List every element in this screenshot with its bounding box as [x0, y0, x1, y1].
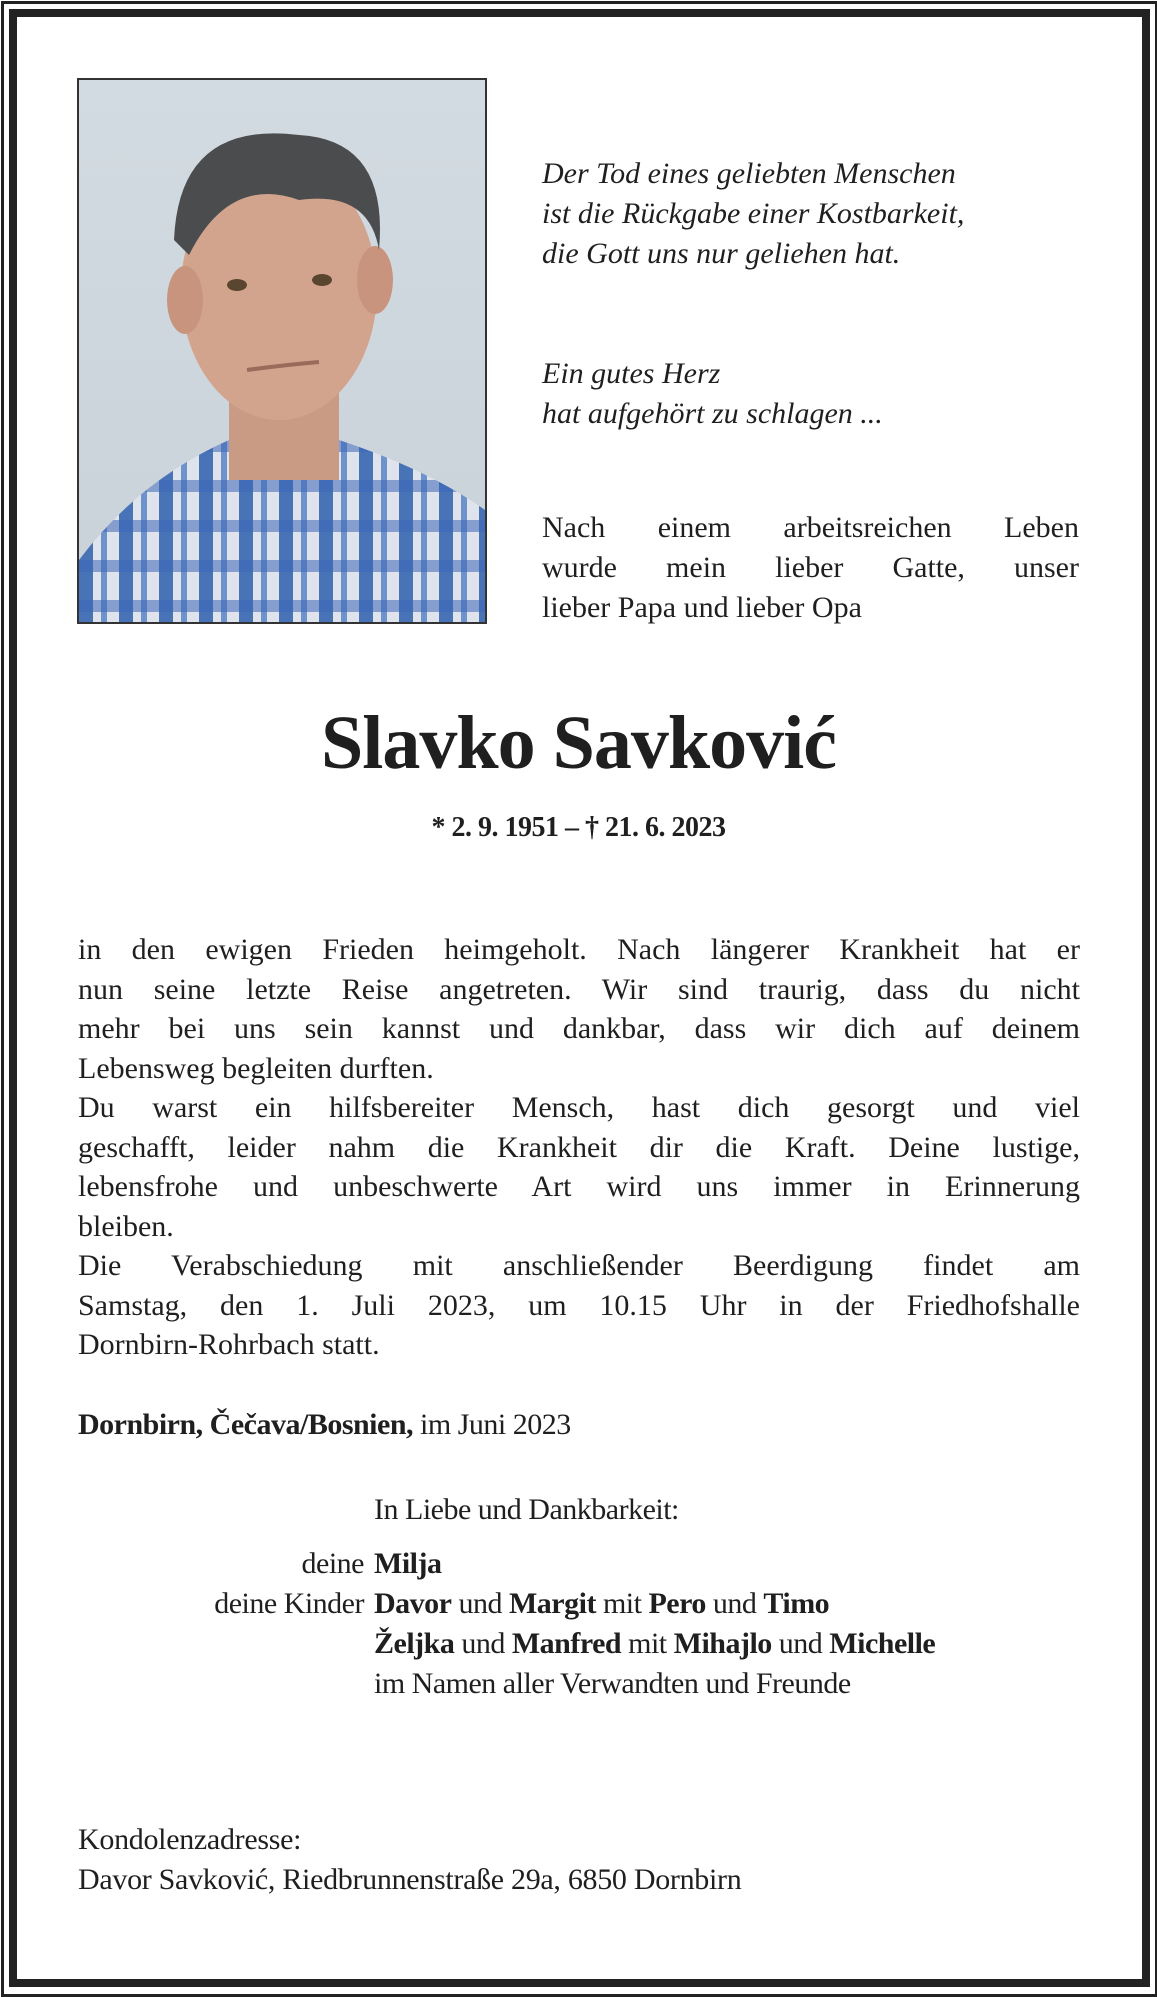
condolence-address-text: Davor Savković, Riedbrunnenstraße 29a, 6850 Dornbirn — [78, 1863, 742, 1896]
connector-text: mit — [595, 1587, 649, 1620]
family-names — [374, 1584, 829, 1624]
family-member-name: Manfred — [511, 1627, 622, 1660]
body-line: nun seine letzte Reise angetreten. Wir sind traurig, dass du nicht — [78, 972, 1080, 1006]
family-signatures — [0, 1490, 935, 1704]
deceased-name: Slavko Savković — [320, 701, 837, 785]
quote-2 — [542, 354, 883, 434]
body-line: in den ewigen Frieden heimgeholt. Nach längerer Krankheit hat er — [78, 933, 1080, 966]
relation-label: deine — [301, 1547, 364, 1580]
intro-line: lieber Papa und lieber Opa — [542, 591, 862, 624]
family-row — [0, 1664, 935, 1704]
family-row — [0, 1624, 935, 1664]
body-line: lebensfrohe und unbeschwerte Art wird uns immer in Erinnerung — [78, 1170, 1080, 1203]
intro-text — [542, 508, 1079, 628]
quote-1 — [542, 154, 964, 274]
quote-line: ist die Rückgabe einer Kostbarkeit, — [542, 197, 965, 230]
family-row — [0, 1584, 935, 1624]
month-year: im Juni 2023 — [413, 1408, 571, 1441]
connector-text: und — [454, 1627, 512, 1660]
body-line: bleiben. — [78, 1209, 174, 1243]
family-member-name: Timo — [763, 1587, 830, 1620]
life-dates: * 2. 9. 1951 – † 21. 6. 2023 — [431, 812, 726, 843]
body-line: Lebensweg begleiten durften. — [78, 1051, 434, 1085]
family-row — [0, 1544, 935, 1584]
family-names — [374, 1664, 851, 1704]
body-line: mehr bei uns sein kannst und dankbar, dass wir dich auf deinem — [78, 1012, 1080, 1045]
condolence-address — [78, 1820, 741, 1900]
family-member-name: Margit — [508, 1587, 596, 1620]
quote-line: die Gott uns nur geliehen hat. — [542, 237, 901, 270]
family-heading: In Liebe und Dankbarkeit: — [374, 1493, 679, 1526]
body-line: Dornbirn-Rohrbach statt. — [78, 1328, 380, 1361]
body-line: Die Verabschiedung mit anschließender Beerdigung findet am — [78, 1249, 1080, 1282]
connector-text: und — [771, 1627, 830, 1660]
quote-line: hat aufgehört zu schlagen ... — [542, 397, 883, 430]
obituary-body — [78, 930, 1080, 1365]
quote-line: Der Tod eines geliebten Menschen — [542, 157, 956, 190]
portrait-photo — [77, 78, 487, 624]
body-line: Samstag, den 1. Juli 2023, um 10.15 Uhr in der Friedhofshalle — [78, 1288, 1080, 1322]
quote-line: Ein gutes Herz — [542, 357, 721, 390]
family-member-name: Željka — [374, 1627, 455, 1660]
place-date — [78, 1408, 571, 1442]
place-names: Dornbirn, Čečava/Bosnien, — [78, 1408, 414, 1441]
intro-line: Nach einem arbeitsreichen Leben — [542, 511, 1079, 544]
connector-text: und — [451, 1587, 509, 1620]
family-member-name: Pero — [648, 1587, 706, 1620]
connector-text: im Namen aller Verwandten und Freunde — [374, 1667, 851, 1700]
body-line: Du warst ein hilfsbereiter Mensch, hast dich gesorgt und viel — [78, 1091, 1080, 1124]
family-names — [374, 1544, 441, 1584]
relation-label: deine Kinder — [214, 1587, 364, 1620]
connector-text: mit — [621, 1627, 674, 1660]
family-member-name: Mihajlo — [673, 1627, 772, 1660]
family-names — [374, 1624, 935, 1664]
family-member-name: Davor — [374, 1587, 452, 1620]
relation-label — [0, 1664, 374, 1704]
family-member-name: Michelle — [829, 1627, 936, 1660]
relation-label — [0, 1624, 374, 1664]
intro-line: wurde mein lieber Gatte, unser — [542, 551, 1079, 584]
connector-text: und — [705, 1587, 764, 1620]
family-member-name: Milja — [374, 1547, 442, 1580]
body-line: geschafft, leider nahm die Krankheit dir die Kraft. Deine lustige, — [78, 1130, 1080, 1164]
condolence-label: Kondolenzadresse: — [78, 1823, 302, 1856]
